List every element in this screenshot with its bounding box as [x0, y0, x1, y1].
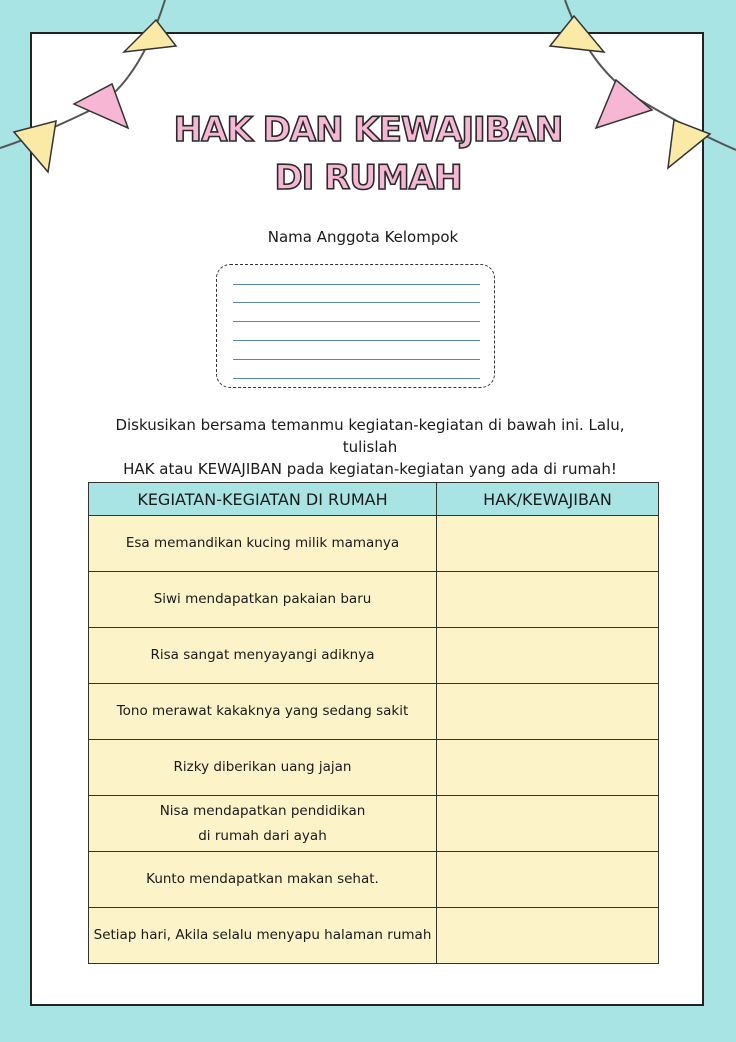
- table-row: [89, 628, 659, 684]
- table-row: [89, 516, 659, 572]
- answer-cell[interactable]: [437, 516, 659, 572]
- title-line-1: HAK DAN KEWAJIBAN: [173, 110, 563, 150]
- table-row: [89, 740, 659, 796]
- answer-cell[interactable]: [437, 908, 659, 964]
- activity-cell: Kunto mendapatkan makan sehat.: [89, 852, 437, 908]
- members-label: Nama Anggota Kelompok: [267, 228, 459, 246]
- instruction-text: [90, 414, 650, 480]
- answer-cell[interactable]: [437, 684, 659, 740]
- activity-cell: Risa sangat menyayangi adiknya: [89, 628, 437, 684]
- writing-line: [233, 302, 480, 303]
- activity-cell: Esa memandikan kucing milik mamanya: [89, 516, 437, 572]
- table-row: [89, 908, 659, 964]
- activity-cell: Siwi mendapatkan pakaian baru: [89, 572, 437, 628]
- table-header-row: [89, 483, 659, 516]
- table-row: [89, 852, 659, 908]
- writing-line: [233, 284, 480, 285]
- activity-cell: Setiap hari, Akila selalu menyapu halaman rumah: [89, 908, 437, 964]
- writing-line: [233, 321, 480, 322]
- activity-cell: Rizky diberikan uang jajan: [89, 740, 437, 796]
- activities-table: [88, 482, 659, 964]
- header-rights-obligations: HAK/KEWAJIBAN: [437, 483, 659, 516]
- answer-cell[interactable]: [437, 852, 659, 908]
- table-row: [89, 572, 659, 628]
- title-line-2: DI RUMAH: [274, 158, 462, 198]
- writing-line: [233, 378, 480, 379]
- activity-cell: Nisa mendapatkan pendidikan di rumah dari ayah: [89, 796, 437, 852]
- answer-cell[interactable]: [437, 572, 659, 628]
- writing-line: [233, 340, 480, 341]
- answer-cell[interactable]: [437, 740, 659, 796]
- instruction-line-2: HAK atau KEWAJIBAN pada kegiatan-kegiatan yang ada di rumah!: [123, 460, 617, 478]
- answer-cell[interactable]: [437, 796, 659, 852]
- answer-cell[interactable]: [437, 628, 659, 684]
- table-row: [89, 684, 659, 740]
- header-activities: KEGIATAN-KEGIATAN DI RUMAH: [89, 483, 437, 516]
- members-input-box[interactable]: [216, 264, 495, 388]
- table-row: [89, 796, 659, 852]
- instruction-line-1: Diskusikan bersama temanmu kegiatan-kegiatan di bawah ini. Lalu, tulislah: [115, 416, 625, 456]
- activity-cell: Tono merawat kakaknya yang sedang sakit: [89, 684, 437, 740]
- writing-line: [233, 359, 480, 360]
